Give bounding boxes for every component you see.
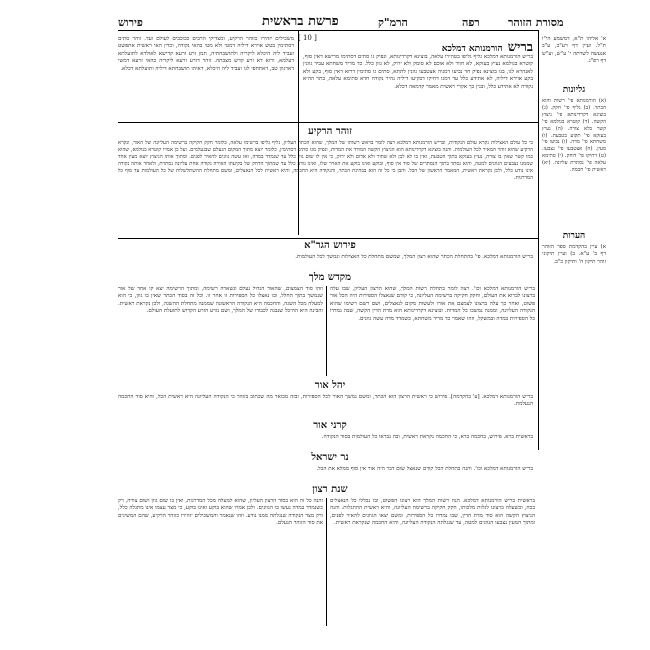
sidebar-divider	[538, 30, 539, 450]
opening-phrase: הורמנותא דמלכא	[441, 44, 503, 54]
gematria-label: הרמ"ק	[378, 16, 408, 29]
keren-or-text: בראשית ברא. פירוש, בחכמה ברא, כי החכמה נקראת ראשית, ובה נבראו כל העולמות בסוד הנקודה.	[321, 434, 533, 440]
ner-yisrael-text: בריש הורמנותא דמלכא וכו'. והנה בתחלת הכל קודם שנאצל שום דבר היה אור אין סוף ממלא את הכל.	[316, 466, 533, 472]
header-rule	[118, 30, 538, 31]
yahel-or-text: בריש הורמנותא דמלכא. [ע' בהקדמה]. פירוש כי ראשית הרצון הוא הכתר, ומשם נמשך האור לכל הספירות, ובזה מבואר מה שכתוב בזוהר כי הנקודה העליונה היא ראשית הכל, והיא סוד החכמה הנעלמת.	[118, 394, 533, 408]
ner-yisrael-title: נר ישראל	[311, 452, 349, 463]
rule-zohar-harakia	[118, 122, 538, 123]
opening-word: בריש	[507, 40, 533, 55]
mikdash-melech-divider	[326, 286, 327, 376]
rule-peirush-hagra	[118, 238, 538, 239]
yahel-or-title: יהל אור	[314, 380, 346, 391]
mikdash-melech-col-left: וזהו סוד הצמצום, שהאור הגדול נעלם ונשארה רשימה, ומתוך הרשימה יצא קו אחד של אור שנמשך בתוך החלל, ובו נאצלו כל הספירות זו אחר זו. וכל זה בסוד הכתר שאין בו גוון, כי הוא למעלה מכל השגה, והחכמה היא הנקודה הראשונה שממנה מתחלת ההשגה, ולכן נקראת ראשית. והבינה היא ההיכל שנבנה לכבודו של המלך, ושם נזרע הזרע הקדוש לתועלת העולם.	[118, 286, 323, 315]
sidebar-top-notes: א' אליהו ת"א, דמשמע הי"ו ת"ל. ועיין דף רע"ב, ע"ב אנעשה לשרתה י' ע"ש, וע"ש דף רפ"ג.	[542, 36, 606, 65]
shnat-ratzon-title: שנת רצון	[312, 484, 348, 495]
main-text-left-block: משכילים יזהירו כזוהר הרקיע, ומצדיקי הרבים ככוכבים לעולם ועד. זוהר סתים דסתימין בטש אוירא דיליה דמטי ולא מטי בהאי נקודה, וכדין האי ראשית אתפשט ועביד ליה היכלא ליקריה ולתושבחתיה, תמן זרע זרעא קדישא לאולדא לתועלתא דעלמא, ורזא דא זרע קדש מצבתה. זוהר דזרע זרעא ליקריה כהאי זרעא דמשי דארגוון טב, דאתחפי לגו ועביד ליה היכלא, דאיהו תושבחתא דיליה ותועלתא דכלא.	[118, 36, 294, 72]
shnat-ratzon-col-right: בראשית בריש הורמנותא דמלכא. הנה רשות המלך הוא רצונו הפשוט, ובו נכללו כל הנאצלים בכח, וכשעלה ברצונו לגלות מלכותו, חקק חקיקה ברשימה העליונה, והיא ראשית ההתגלות. והנה הניצוץ הקשה הוא סוד מדת הדין, שבו נמדדו כל הספירות, ומשם יצאו הגוונים להאיר לפנים, ומתוך המעין נצבעו הגוונים למטה, עד שנגלתה הנקודה העליונה, והיא החכמה שנקראת ראשית.	[330, 498, 535, 527]
gilyonot-title: גליונות	[562, 85, 586, 95]
zohar-harakia-text: כי כל עולם האצילות נקרא עולם הנקודות, ובריש הורמנותא דמלכא רצה לומר בראש רשותו של המלך, שהוא הכתר העליון, גליף גליפו ברשימו עלאה, כלומר חקק חקיקה ברשימה העליונה של האור, ונקרא הרקיע שהוא זוהר המאיר לכל העולמות. והנה בוצינא דקרדינותא הוא הניצוץ הקשה המודד את המדות, ונפיק מגו סתים דסתימין, כלומר יוצא מתוך המקום הנעלם שבנעלמים. ועל כן אמרו קוטרא בגולמא, שהוא כמו קשר שאין בו צורה, נעיץ בעזקא בתוך הטבעת, ואין בו לא לבן ולא שחור ולא אדום ולא ירוק, כי אין לו שום גוון כלל עד שנמדד במדה, ואז עשה גוונים להאיר לפנים. ומתוך אותו הניצוץ יוצא מעין אחד שממנו נצבעים הגוונים למטה, והוא נסתר בתוך הנסתרים של סוד אין סוף, ובוקע ואינו בוקע את האויר שלו, ואינו נודע כלל עד שמתוך הדחק של בקיעתו האירה נקודה אחת עליונה נסתרת, ולאחר אותה נקודה אינו נודע כלל, ולכן נקראת ראשית, המאמר הראשון של הכל. והבן כי כל זה הוא בבחינת הכתר, והנקודה היא החכמה, והיא ראשית לכל הנאצלים, ומשם מתחלת ההשתלשלות של כל העולמות עד סוף כל המדרגות.	[118, 140, 533, 181]
shnat-ratzon-col-left: והנה כל זה הוא בסוד הרצון העליון, שהוא למעלה מכל המדרגות, ואין בו שום גוון ושום צורה, רק כשנמדד במדה נעשו בו הגוונים. ולכן אמרו שהוא בוקע ואינו בוקע, כי מצד עצמו אינו מתגלה כלל, ורק מצד הנקודה שנגלתה ממנו נודע. וזהו שנאמר והמשכילים יזהירו כזוהר הרקיע, שהם המשיגים את סוד הזוהר הנעלם.	[118, 498, 323, 527]
commentary-label-left: פירוש	[118, 16, 143, 29]
mikdash-melech-title: מקדש מלך	[308, 272, 352, 283]
peirush-hagra-title: פירוש הגר"א	[304, 240, 356, 251]
mikdash-melech-col-right: בריש הורמנותא דמלכא וכו'. רצה לומר בתחלת רשות המלך, שהוא הרצון העליון, שבו עלה ברצונו לברוא את העולם, וחקק חקיקה ברשימה העליונה, כי קודם שנאצלו הספירות היה הכל אור פשוט, ואחר כך עלה ברצונו לצמצם את אורו ולעשות מקום לנאצלים, ושם רשם רשימו שהוא הנקודה העליונה, וממנה נמשכו כל המדות. ובוצינא דקרדינותא הוא מדת הדין הקשה, שבה נמדדו כל הספירות במדה ובמשקל, וזהו שאמר כד מדיד משחתא, כשמדד מדה עשה גוונים.	[330, 286, 535, 322]
page-number: רפה	[462, 16, 480, 29]
haarot-title: הערות	[562, 231, 586, 241]
opening-line	[303, 36, 533, 55]
gilyonot-text: (א) הורמנותא פי' רשות והוא הכתר. (ב) גליף פי' חקק. (ג) בוצינא דקרדינותא פי' ניצוץ הקשה. (ד) קוטרא בגולמא פי' קשר בלא צורה. (ה) נעיץ בעזקא פי' תקוע בטבעת. (ו) משחתא פי' מדה. (ז) נביעו פי' מעין. (ח) אצטבעו פי' נצבעו. (ט) דחיקו פי' דוחק. (י) סתימא עלאה פי' נסתרת עליונה. (יא) ראשית פי' חכמה.	[542, 98, 606, 174]
zohar-harakia-title: זוהר הרקיע	[308, 126, 352, 137]
keren-or-title: קרני אור	[313, 420, 347, 431]
main-text-right-block: בריש הורמנותא דמלכא גליף גליפו בטהירו עלאה, בוצינא דקרדינותא, ונפיק גו סתים דסתימו מרישא דאין סוף, קוטרא בגולמא נעיץ בעזקא, לא חוור ולא אוכם לא סומק ולא ירוק, לא גוון כלל. כד מדיד משחתא עביד גוונין לאנהרא לגו, בגו בוצינא נפיק חד נביעו דמניה אצטבעו גוונין לתתא, סתים גו סתימין דרזא דאין סוף, בקע ולא בקע אוירא דיליה, לא אתידע כלל עד דמגו דחיקו דבקיעו דיליה נהיר נקודה חדא סתימא עלאה, בתר ההיא נקודה לא אתידע כלל, ובגין כך אקרי ראשית מאמר קדמאה דכלא.	[303, 54, 533, 90]
peirush-hagra-text: בריש הורמנותא דמלכא. פי' בהתחלת הכתר שהוא רצון המלך, שמשם מתחלת כל האצילות ונמשך לכל העולמות.	[295, 254, 533, 260]
sub-page-number: [ 10 ]	[298, 34, 317, 42]
edition-label: מסורת הזוהר	[508, 16, 564, 29]
parsha-title: פרשת בראשית	[262, 14, 339, 29]
shnat-ratzon-divider	[326, 498, 327, 626]
haarot-text: א) עיין בהקדמת ספר הזוהר דף ב' ע"א. ב) ועיין תיקוני זוהר תיקון ה' ותיקון כ"ב.	[542, 244, 606, 265]
